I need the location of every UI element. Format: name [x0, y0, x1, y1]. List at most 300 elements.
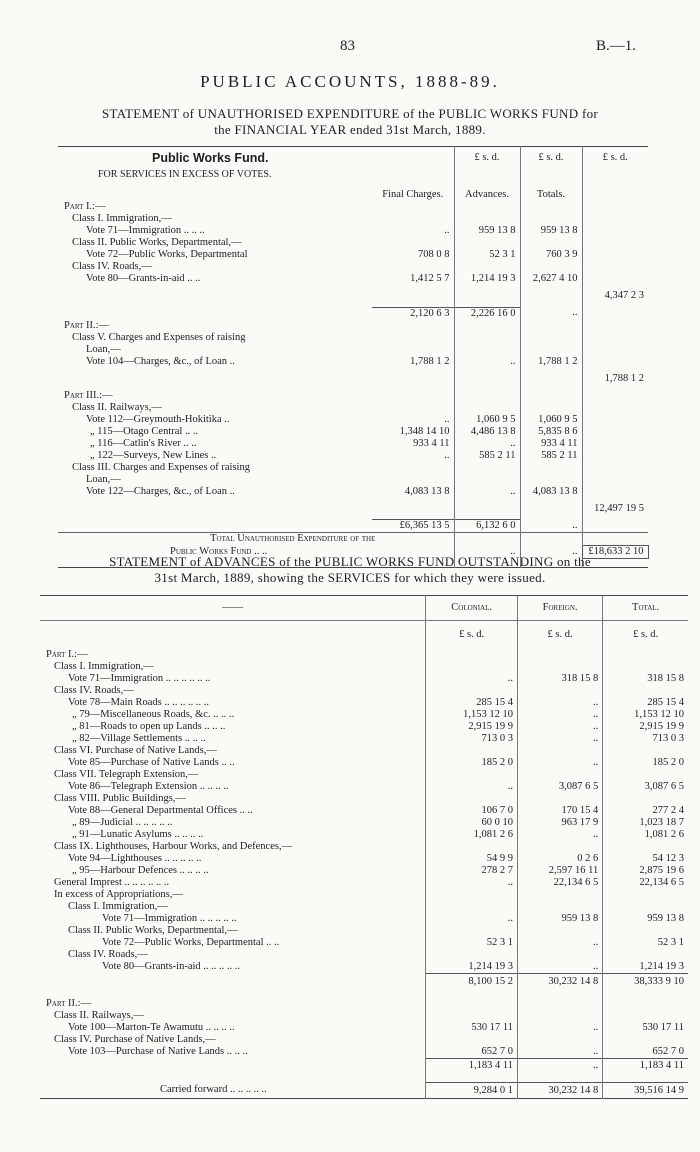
row-label: „ 95—Harbour Defences .. .. .. ..	[72, 865, 209, 876]
colonial-value: 285 15 4	[426, 697, 518, 709]
totals-value: ..	[520, 307, 582, 320]
colonial-value	[426, 685, 518, 697]
advances-value: 2,226 16 0	[454, 307, 520, 320]
row-label	[40, 974, 426, 990]
grand-total-value	[582, 201, 648, 213]
table-row	[58, 273, 648, 285]
table-row	[40, 661, 688, 673]
row-label: „ 79—Miscellaneous Roads, &c. .. .. ..	[72, 709, 235, 720]
totals-value	[520, 474, 582, 486]
colonial-value: ..	[426, 913, 518, 925]
foreign-value	[517, 1074, 602, 1083]
foreign-value: ..	[517, 757, 602, 769]
grand-total-value	[582, 438, 648, 450]
table-row	[58, 344, 648, 356]
total-value	[603, 745, 688, 757]
row-label	[40, 1058, 426, 1074]
table-row	[58, 332, 648, 344]
table-row	[40, 685, 688, 697]
final-charges-value: 933 4 11	[413, 437, 450, 449]
final-charges-value: 1,412 5 7	[410, 273, 450, 284]
colonial-value: 278 2 7	[426, 865, 518, 877]
grand-total-value	[582, 462, 648, 474]
colonial-value: 60 0 10	[426, 817, 518, 829]
colonial-value	[426, 998, 518, 1010]
final-charges-value: 1,348 14 10	[399, 425, 450, 437]
advances-value: 959 13 8	[454, 225, 520, 237]
row-label: Class I. Immigration,—	[54, 661, 154, 672]
final-charges-value	[372, 285, 454, 307]
row-label: Class I. Immigration,—	[68, 901, 168, 912]
statement1-heading	[52, 106, 648, 138]
row-label: Vote 88—General Departmental Offices .. ..	[68, 805, 253, 816]
total-value	[603, 769, 688, 781]
foreign-value: ..	[517, 697, 602, 709]
grand-total-value: 4,347 2 3	[582, 285, 648, 307]
totals-value	[520, 261, 582, 273]
final-charges-value: 708 0 8	[418, 249, 450, 260]
table-row	[40, 757, 688, 769]
grand-total-value	[582, 225, 648, 237]
table-row	[58, 261, 648, 273]
col-totals: Totals.	[520, 189, 582, 201]
final-charges-value	[372, 320, 454, 332]
total-value	[603, 990, 688, 998]
grand-total-value	[582, 520, 648, 533]
total-value: 285 15 4	[603, 697, 688, 709]
final-charges-value	[372, 237, 454, 249]
grand-total-value	[582, 450, 648, 462]
row-label: Part II.:—	[64, 319, 110, 331]
colonial-value: ..	[426, 877, 518, 889]
totals-value: 585 2 11	[520, 450, 582, 462]
grand-total-value	[582, 213, 648, 225]
foreign-value: ..	[517, 937, 602, 949]
totals-value: 760 3 9	[520, 249, 582, 261]
statement1-heading-line2: the FINANCIAL YEAR ended 31st March, 1889.	[214, 122, 486, 137]
totals-value: 933 4 11	[520, 438, 582, 450]
row-label	[58, 307, 372, 320]
row-label: Carried forward .. .. .. .. ..	[160, 1084, 267, 1096]
totals-value: ..	[520, 520, 582, 533]
final-charges-value: 1,788 1 2	[410, 355, 450, 367]
colonial-value	[426, 1074, 518, 1083]
final-charges-value: 4,083 13 8	[404, 485, 450, 497]
table-row	[58, 520, 648, 533]
row-label: Part III.:—	[64, 389, 113, 401]
row-label: „ 116—Catlin's River .. ..	[90, 437, 197, 449]
table-row	[40, 974, 688, 990]
foreign-value	[517, 1010, 602, 1022]
total-value: 2,875 19 6	[603, 865, 688, 877]
final-charges-value: ..	[444, 413, 450, 425]
table-row	[58, 201, 648, 213]
colonial-value: ..	[426, 673, 518, 685]
final-charges-value	[372, 474, 454, 486]
section-number: B.—1.	[596, 38, 637, 54]
foreign-value	[517, 745, 602, 757]
row-label: Vote 103—Purchase of Native Lands .. .. ..	[68, 1045, 248, 1057]
row-label: Vote 78—Main Roads .. .. .. .. .. ..	[68, 697, 209, 708]
grand-total-value	[582, 414, 648, 426]
money-header: £ s. d.	[603, 629, 688, 641]
grand-total-value	[582, 344, 648, 356]
foreign-value	[517, 649, 602, 661]
total-value: 713 0 3	[603, 733, 688, 745]
total-value	[603, 1034, 688, 1046]
row-label: In excess of Appropriations,—	[54, 889, 183, 900]
row-label: Vote 71—Immigration .. .. .. .. .. ..	[68, 673, 211, 684]
total-value	[603, 925, 688, 937]
foreign-value: ..	[517, 1046, 602, 1059]
total-value	[603, 685, 688, 697]
table-row	[58, 368, 648, 390]
total-value: 3,087 6 5	[603, 781, 688, 793]
row-label: Class IV. Roads,—	[68, 949, 148, 960]
final-charges-value	[372, 201, 454, 213]
total-value: 530 17 11	[603, 1022, 688, 1034]
total-advances: ..	[454, 546, 520, 559]
colonial-value: 713 0 3	[426, 733, 518, 745]
table-row	[58, 356, 648, 368]
foreign-value	[517, 998, 602, 1010]
foreign-value	[517, 661, 602, 673]
totals-value	[520, 344, 582, 356]
table-row	[40, 1074, 688, 1083]
row-label: Class II. Public Works, Departmental,—	[72, 237, 242, 248]
row-label: „ 82—Village Settlements .. .. ..	[72, 733, 206, 744]
advances-value	[454, 261, 520, 273]
table-row	[40, 673, 688, 685]
col-colonial: Colonial.	[426, 596, 518, 621]
total-value: 2,915 19 9	[603, 721, 688, 733]
totals-value	[520, 390, 582, 402]
row-label: Vote 94—Lighthouses .. .. .. .. ..	[68, 853, 202, 864]
row-label: Class V. Charges and Expenses of raising	[72, 331, 246, 343]
colonial-value: 1,153 12 10	[426, 709, 518, 721]
row-label: „ 115—Otago Central .. ..	[90, 425, 199, 437]
col-foreign: Foreign.	[517, 596, 602, 621]
money-header: £ s. d.	[454, 147, 520, 170]
foreign-value: 22,134 6 5	[517, 877, 602, 889]
page-number: 83	[340, 38, 355, 54]
total-value: 185 2 0	[603, 757, 688, 769]
foreign-value	[517, 990, 602, 998]
table-row	[58, 462, 648, 474]
colonial-value	[426, 793, 518, 805]
row-label: „ 91—Lunatic Asylums .. .. .. ..	[72, 829, 204, 840]
table-row	[58, 498, 648, 520]
total-value: 959 13 8	[603, 913, 688, 925]
total-unauthorised-value: £18,633 2 10	[582, 546, 648, 559]
colonial-value: 52 3 1	[426, 937, 518, 949]
grand-total-value	[582, 402, 648, 414]
row-label	[40, 1074, 426, 1083]
col-total: Total.	[603, 596, 688, 621]
foreign-value	[517, 901, 602, 913]
colonial-value: ..	[426, 781, 518, 793]
row-label: „ 89—Judicial .. .. .. .. ..	[72, 817, 173, 828]
table-row	[40, 649, 688, 661]
advances-value	[454, 402, 520, 414]
col-final-charges: Final Charges.	[382, 189, 444, 200]
final-charges-value	[372, 368, 454, 390]
final-charges-value	[372, 390, 454, 402]
advances-outstanding-table	[40, 595, 688, 1099]
table-row	[40, 889, 688, 901]
colonial-value	[426, 745, 518, 757]
row-label: Class IX. Lighthouses, Harbour Works, and Defences,—	[54, 841, 293, 852]
total-totals: ..	[520, 546, 582, 559]
table-row	[40, 877, 688, 889]
table-row	[40, 745, 688, 757]
row-label	[58, 498, 372, 520]
foreign-value: 30,232 14 8	[517, 1083, 602, 1099]
totals-value	[520, 332, 582, 344]
table-row	[40, 769, 688, 781]
advances-value	[454, 237, 520, 249]
total-label: Public Works Fund .. ..	[170, 546, 268, 557]
advances-value: 4,486 13 8	[454, 426, 520, 438]
statement1-heading-line1: STATEMENT of UNAUTHORISED EXPENDITURE of the PUBLIC WORKS FUND for	[101, 106, 598, 121]
grand-total-value	[582, 474, 648, 486]
table-row	[40, 937, 688, 949]
advances-value	[454, 201, 520, 213]
foreign-value: 30,232 14 8	[517, 974, 602, 990]
table-row	[40, 1010, 688, 1022]
row-label: Class VIII. Public Buildings,—	[54, 793, 186, 804]
foreign-value: ..	[517, 829, 602, 841]
table-row	[40, 1083, 688, 1099]
colonial-value	[426, 889, 518, 901]
total-value: 54 12 3	[603, 853, 688, 865]
advances-value: 6,132 6 0	[454, 520, 520, 533]
final-charges-value	[372, 213, 454, 225]
totals-value: 2,627 4 10	[520, 273, 582, 285]
grand-total-value	[582, 320, 648, 332]
row-label: Vote 85—Purchase of Native Lands .. ..	[68, 757, 235, 768]
final-charges-value	[372, 402, 454, 414]
row-label: Loan,—	[86, 343, 121, 355]
colonial-value: 8,100 15 2	[426, 974, 518, 990]
page-header	[0, 38, 700, 58]
advances-value: ..	[454, 356, 520, 368]
grand-total-value	[582, 261, 648, 273]
foreign-value: ..	[517, 1058, 602, 1074]
row-label: Vote 122—Charges, &c., of Loan ..	[86, 485, 235, 497]
advances-value	[454, 390, 520, 402]
grand-total-value	[582, 332, 648, 344]
colonial-value	[426, 901, 518, 913]
money-header: £ s. d.	[426, 629, 518, 641]
total-value	[603, 901, 688, 913]
colonial-value: 1,214 19 3	[426, 961, 518, 974]
table-row	[40, 721, 688, 733]
totals-value: 959 13 8	[520, 225, 582, 237]
foreign-value: 318 15 8	[517, 673, 602, 685]
row-label: Part II.:—	[46, 997, 92, 1009]
grand-total-value	[582, 390, 648, 402]
row-label: Part I.:—	[46, 649, 88, 660]
advances-value	[454, 368, 520, 390]
final-charges-value	[372, 462, 454, 474]
foreign-value: ..	[517, 709, 602, 721]
total-value: 1,153 12 10	[603, 709, 688, 721]
final-charges-value: ..	[444, 225, 450, 236]
totals-value	[520, 237, 582, 249]
row-label: General Imprest .. .. .. .. .. ..	[54, 877, 170, 888]
colonial-value: 185 2 0	[426, 757, 518, 769]
colonial-value	[426, 949, 518, 961]
statement2-heading-line1: STATEMENT of ADVANCES of the PUBLIC WORKS FUND OUTSTANDING on the	[109, 554, 591, 569]
total-value	[603, 1010, 688, 1022]
row-label: Vote 100—Marton-Te Awamutu .. .. .. ..	[68, 1021, 235, 1033]
colonial-value	[426, 661, 518, 673]
colonial-value	[426, 1034, 518, 1046]
advances-value: 1,060 9 5	[454, 414, 520, 426]
table-row	[40, 781, 688, 793]
table-row	[58, 225, 648, 237]
table-row	[40, 1034, 688, 1046]
row-label: Vote 72—Public Works, Departmental .. ..	[102, 937, 280, 948]
table-row	[40, 913, 688, 925]
foreign-value	[517, 841, 602, 853]
totals-value	[520, 320, 582, 332]
grand-total-value	[582, 426, 648, 438]
totals-value: 4,083 13 8	[520, 486, 582, 498]
row-label: Vote 72—Public Works, Departmental	[86, 249, 248, 260]
table-row	[58, 450, 648, 462]
advances-value	[454, 285, 520, 307]
row-label: Class II. Railways,—	[72, 401, 162, 413]
table-row	[40, 990, 688, 998]
row-label	[58, 285, 372, 307]
final-charges-value	[372, 332, 454, 344]
foreign-value	[517, 925, 602, 937]
row-label: Class VII. Telegraph Extension,—	[54, 769, 199, 780]
total-row	[58, 533, 648, 546]
grand-total-value	[582, 307, 648, 320]
row-label: Class IV. Purchase of Native Lands,—	[54, 1033, 216, 1045]
foreign-value: 963 17 9	[517, 817, 602, 829]
totals-value	[520, 462, 582, 474]
table-row	[58, 249, 648, 261]
colonial-value	[426, 925, 518, 937]
advances-value	[454, 320, 520, 332]
empty-cell	[582, 533, 648, 546]
page-title: PUBLIC ACCOUNTS, 1888-89.	[200, 72, 500, 91]
foreign-value	[517, 949, 602, 961]
row-label: Part I.:—	[64, 201, 106, 212]
table-row	[40, 998, 688, 1010]
advances-value: ..	[454, 438, 520, 450]
table-row	[58, 285, 648, 307]
total-value	[603, 1074, 688, 1083]
colonial-value: 1,183 4 11	[426, 1058, 518, 1074]
total-value: 318 15 8	[603, 673, 688, 685]
grand-total-value: 1,788 1 2	[582, 368, 648, 390]
money-header: £ s. d.	[520, 147, 582, 170]
table-row	[58, 320, 648, 332]
row-label: Class IV. Roads,—	[54, 685, 134, 696]
table-row	[58, 402, 648, 414]
foreign-value: 0 2 6	[517, 853, 602, 865]
advances-value	[454, 498, 520, 520]
table-row	[58, 237, 648, 249]
table-row	[40, 949, 688, 961]
row-label: „ 81—Roads to open up Lands .. .. ..	[72, 721, 226, 732]
colonial-value: 530 17 11	[426, 1022, 518, 1034]
foreign-value: 2,597 16 11	[517, 865, 602, 877]
row-label: Class VI. Purchase of Native Lands,—	[54, 745, 217, 756]
table-row	[40, 1058, 688, 1074]
total-value: 1,023 18 7	[603, 817, 688, 829]
row-label: Vote 71—Immigration .. .. ..	[86, 225, 205, 236]
total-value: 1,081 2 6	[603, 829, 688, 841]
final-charges-value: ..	[444, 449, 450, 461]
grand-total-value: 12,497 19 5	[582, 498, 648, 520]
table-row	[40, 829, 688, 841]
table-row	[40, 925, 688, 937]
table-row	[40, 733, 688, 745]
colonial-value: 1,081 2 6	[426, 829, 518, 841]
foreign-value: ..	[517, 733, 602, 745]
colonial-value: 652 7 0	[426, 1046, 518, 1059]
table-row	[40, 697, 688, 709]
total-value	[603, 949, 688, 961]
table-row	[40, 1022, 688, 1034]
table-row	[40, 709, 688, 721]
final-charges-value	[372, 261, 454, 273]
colonial-value: 54 9 9	[426, 853, 518, 865]
money-header: £ s. d.	[517, 629, 602, 641]
final-charges-value	[372, 344, 454, 356]
empty-cell	[520, 533, 582, 546]
table-row	[58, 390, 648, 402]
foreign-value	[517, 793, 602, 805]
row-label: Vote 112—Greymouth-Hokitika ..	[86, 413, 230, 425]
row-label: Class IV. Roads,—	[72, 261, 152, 272]
row-label	[40, 990, 426, 998]
table-row	[40, 961, 688, 974]
totals-value	[520, 498, 582, 520]
advances-value	[454, 213, 520, 225]
table-row	[40, 1046, 688, 1059]
table-row	[40, 805, 688, 817]
table-row	[58, 438, 648, 450]
total-value: 52 3 1	[603, 937, 688, 949]
foreign-value: 170 15 4	[517, 805, 602, 817]
row-label: Class II. Railways,—	[54, 1009, 144, 1021]
foreign-value	[517, 769, 602, 781]
final-charges-value: £6,365 13 5	[372, 520, 454, 533]
total-value: 22,134 6 5	[603, 877, 688, 889]
total-value	[603, 793, 688, 805]
totals-value	[520, 368, 582, 390]
col-advances: Advances.	[454, 189, 520, 201]
totals-value: 1,788 1 2	[520, 356, 582, 368]
total-label: Total Unauthorised Expenditure of the	[210, 533, 376, 545]
foreign-value: ..	[517, 721, 602, 733]
table-row	[58, 307, 648, 320]
totals-value	[520, 201, 582, 213]
grand-total-value	[582, 249, 648, 261]
row-label: Class II. Public Works, Departmental,—	[68, 925, 238, 936]
colonial-value	[426, 649, 518, 661]
table-row	[58, 414, 648, 426]
totals-value	[520, 213, 582, 225]
row-label: Vote 80—Grants-in-aid .. ..	[86, 273, 201, 284]
